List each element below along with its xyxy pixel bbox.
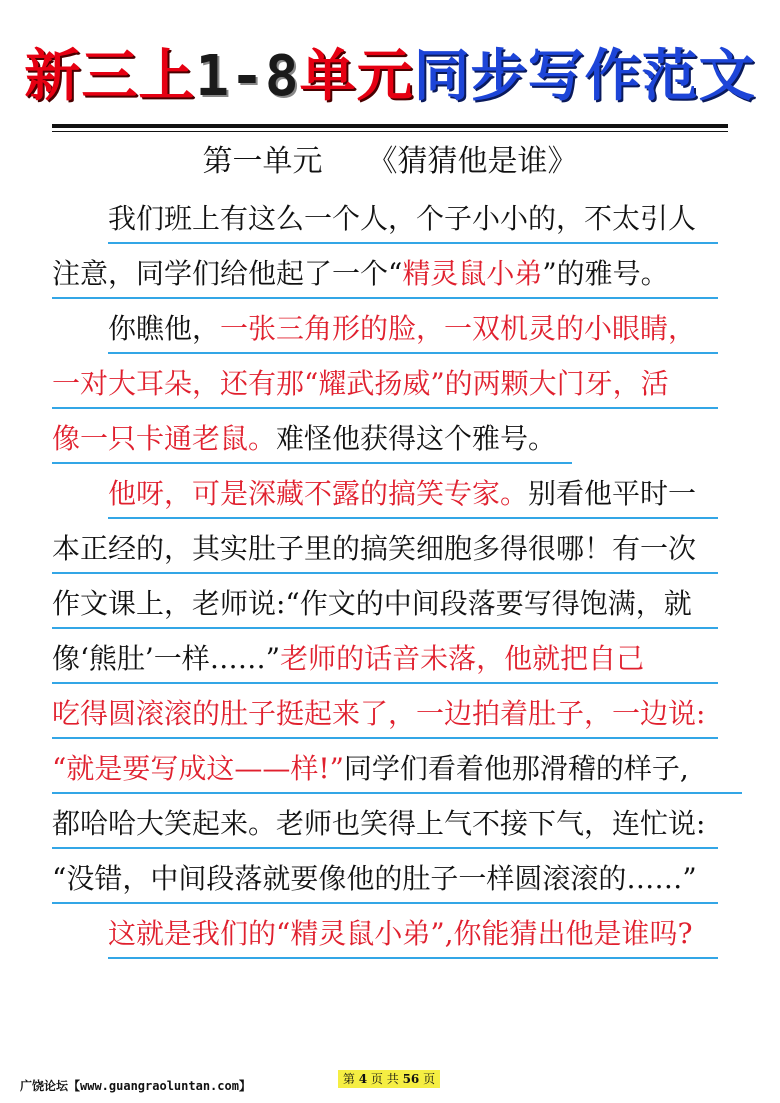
footer-site: 广饶论坛【www.guangraoluntan.com】	[20, 1079, 251, 1093]
highlighted-text: 像一只卡通老鼠。	[52, 422, 277, 455]
essay-line	[52, 357, 669, 411]
essay-line	[108, 467, 696, 521]
essay-line	[52, 687, 705, 741]
highlighted-text: 老师的话音未落，他就把自己	[280, 642, 645, 675]
essay-line	[52, 632, 644, 686]
essay-line	[108, 302, 696, 356]
page-total: 56	[402, 1072, 420, 1086]
ruled-line	[108, 242, 718, 244]
document-title	[0, 43, 780, 109]
title-part-grade: 新三上	[24, 43, 196, 109]
essay-line	[52, 742, 689, 796]
highlighted-text: 吃得圆滚滚的肚子挺起来了，一边拍着肚子，一边说:	[52, 697, 706, 730]
highlighted-text: “就是要写成这——样!”	[52, 752, 344, 785]
ruled-line	[52, 297, 718, 299]
ruled-line	[108, 957, 718, 959]
title-underline-thin	[52, 131, 728, 132]
title-underline-thick	[52, 124, 728, 128]
ruled-line	[52, 847, 718, 849]
body-text: 像‘熊肚’一样……”	[52, 642, 281, 675]
body-text: 同学们看着他那滑稽的样子,	[343, 752, 689, 785]
highlighted-text: 精灵鼠小弟	[402, 257, 543, 290]
body-text: 作文课上，老师说:“作文的中间段落要写得饱满，就	[52, 587, 692, 620]
essay-line	[52, 522, 696, 576]
title-part-range: 1-8	[195, 44, 300, 109]
body-text: 难怪他获得这个雅号。	[276, 422, 557, 455]
page-number	[338, 1070, 440, 1088]
ruled-line	[52, 572, 718, 574]
ruled-line	[52, 462, 572, 464]
essay-line	[52, 852, 697, 906]
body-text: 本正经的，其实肚子里的搞笑细胞多得很哪！有一次	[52, 532, 697, 565]
page-mid: 页 共	[370, 1072, 399, 1086]
ruled-line	[52, 792, 742, 794]
body-text: “没错，中间段落就要像他的肚子一样圆滚滚的……”	[52, 862, 697, 895]
essay-line	[52, 797, 705, 851]
body-text: 我们班上有这么一个人，个子小小的，不太引人	[108, 202, 697, 235]
body-text: 别看他平时一	[528, 477, 697, 510]
ruled-line	[108, 352, 718, 354]
page-suffix: 页	[423, 1072, 436, 1086]
section-subtitle: 第一单元 《猜猜他是谁》	[202, 144, 578, 179]
highlighted-text: 这就是我们的“精灵鼠小弟”,你能猜出他是谁吗?	[108, 917, 693, 950]
title-part-unit: 单元	[299, 43, 414, 109]
ruled-line	[52, 682, 718, 684]
ruled-line	[52, 627, 718, 629]
essay-line	[52, 412, 556, 466]
essay-line	[108, 907, 693, 961]
highlighted-text: 一对大耳朵，还有那“耀武扬威”的两颗大门牙，活	[52, 367, 669, 400]
ruled-line	[52, 902, 718, 904]
body-text: 注意，同学们给他起了一个“	[52, 257, 403, 290]
highlighted-text: 一张三角形的脸，一双机灵的小眼睛，	[220, 312, 697, 345]
essay-line	[108, 192, 696, 246]
highlighted-text: 他呀，可是深藏不露的搞笑专家。	[108, 477, 529, 510]
title-part-topic: 同步写作范文	[413, 43, 756, 109]
body-text: 你瞧他，	[108, 312, 221, 345]
page-current: 4	[358, 1072, 368, 1086]
ruled-line	[52, 407, 718, 409]
body-text: 都哈哈大笑起来。老师也笑得上气不接下气，连忙说:	[52, 807, 706, 840]
essay-line	[52, 577, 692, 631]
essay-line	[52, 247, 669, 301]
page-prefix: 第	[342, 1072, 355, 1086]
ruled-line	[108, 517, 718, 519]
body-text: ”的雅号。	[542, 257, 669, 290]
ruled-line	[52, 737, 718, 739]
